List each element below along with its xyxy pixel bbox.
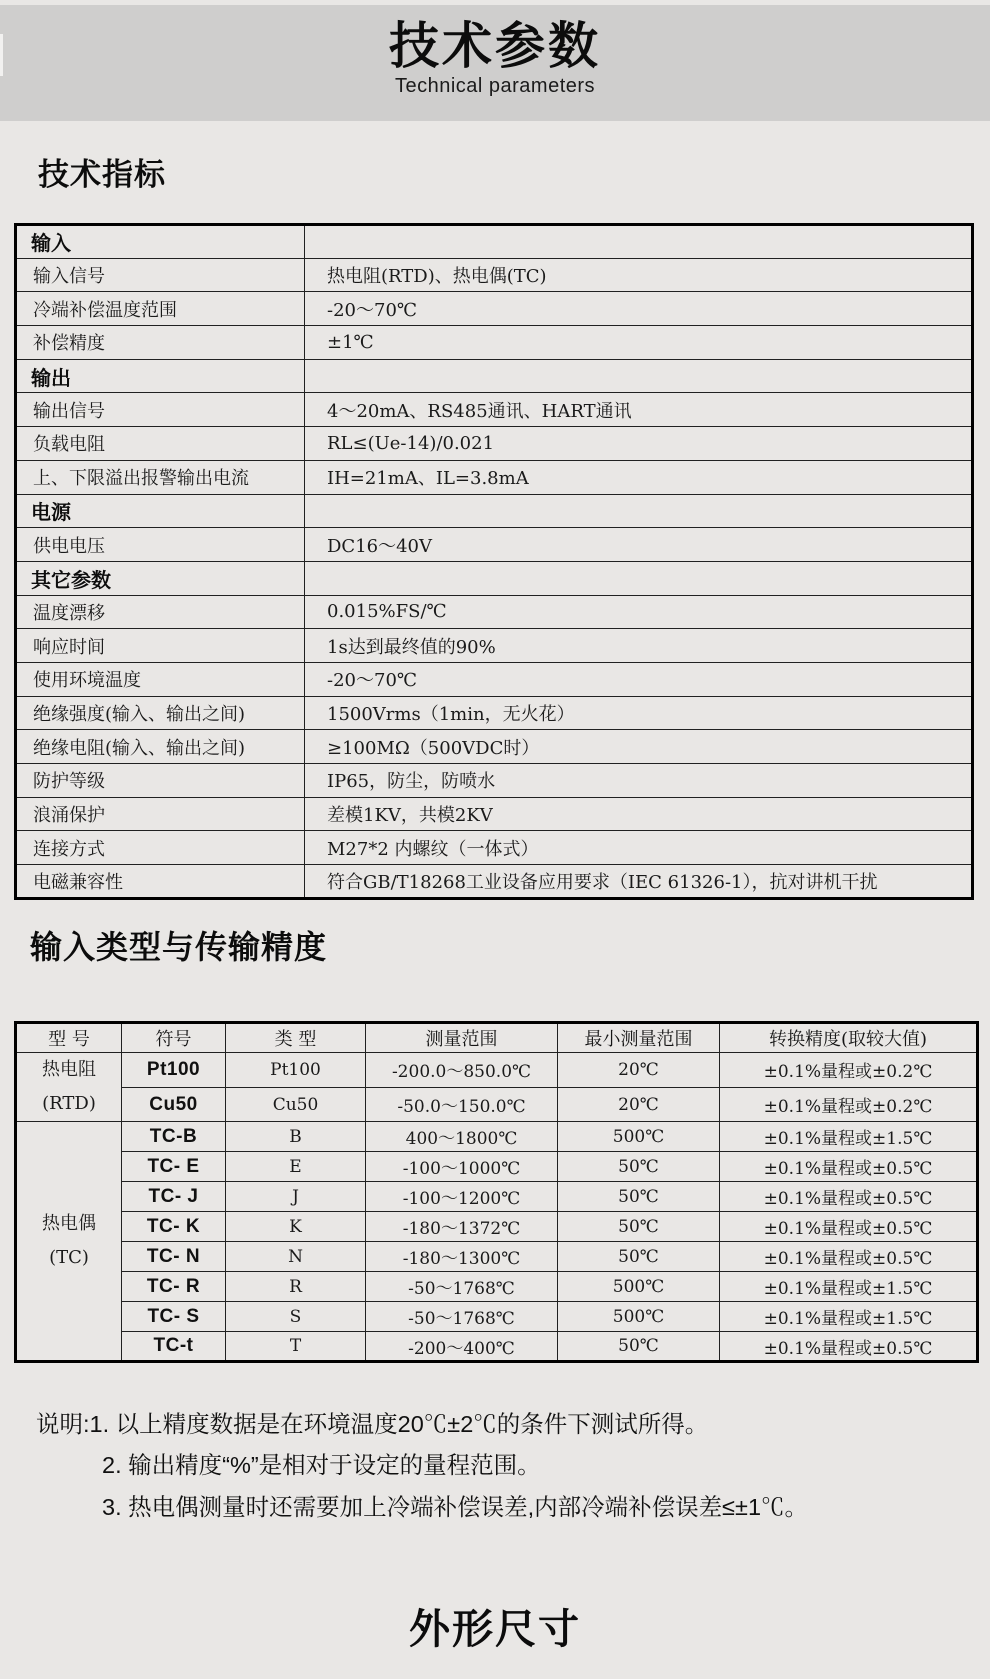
spec-label-cell: 输入信号 xyxy=(16,258,305,292)
input-symbol-cell: Pt100 xyxy=(122,1053,226,1088)
spec-section-row xyxy=(16,561,973,595)
spec-value-cell: ≥100MΩ（500VDC时） xyxy=(305,730,973,764)
spec-value-cell: M27*2 内螺纹（一体式） xyxy=(305,831,973,865)
spec-label-cell: 输出 xyxy=(16,359,305,393)
spec-data-row xyxy=(16,764,973,798)
input-accuracy-cell: ±0.1%量程或±0.2℃ xyxy=(720,1087,978,1122)
spec-data-row xyxy=(16,797,973,831)
input-type-cell: Pt100 xyxy=(226,1053,366,1088)
spec-value-cell: 热电阻(RTD)、热电偶(TC) xyxy=(305,258,973,292)
input-min-range-cell: 20℃ xyxy=(558,1087,720,1122)
spec-label-cell: 使用环境温度 xyxy=(16,662,305,696)
input-table-header-cell: 类 型 xyxy=(226,1023,366,1053)
spec-label-cell: 电磁兼容性 xyxy=(16,865,305,899)
input-min-range-cell: 50℃ xyxy=(558,1332,720,1362)
spec-value-cell: 4～20mA、RS485通讯、HART通讯 xyxy=(305,393,973,427)
spec-label-cell: 输出信号 xyxy=(16,393,305,427)
note-line-3: 3. 热电偶测量时还需要加上冷端补偿误差,内部冷端补偿误差≤±1℃。 xyxy=(102,1493,809,1520)
model-group-cell xyxy=(16,1122,122,1362)
dimensions-section-heading: 外形尺寸 xyxy=(409,1606,581,1652)
input-accuracy-cell: ±0.1%量程或±0.2℃ xyxy=(720,1053,978,1088)
spec-label-cell: 其它参数 xyxy=(16,561,305,595)
input-range-cell: -180～1300℃ xyxy=(366,1242,558,1272)
input-table-header-cell: 最小测量范围 xyxy=(558,1023,720,1053)
spec-value-cell: -20～70℃ xyxy=(305,292,973,326)
spec-label-cell: 输入 xyxy=(16,225,305,259)
input-min-range-cell: 500℃ xyxy=(558,1302,720,1332)
input-type-section-heading: 输入类型与传输精度 xyxy=(30,929,328,965)
page-banner xyxy=(0,5,990,121)
spec-value-cell: -20～70℃ xyxy=(305,662,973,696)
input-table-row xyxy=(16,1212,978,1242)
input-symbol-cell: TC- K xyxy=(122,1212,226,1242)
input-table-row xyxy=(16,1087,978,1122)
page-title: 技术参数 xyxy=(389,18,601,74)
spec-label-cell: 绝缘电阻(输入、输出之间) xyxy=(16,730,305,764)
input-accuracy-cell: ±0.1%量程或±0.5℃ xyxy=(720,1332,978,1362)
input-type-cell: R xyxy=(226,1272,366,1302)
banner-edge-notch xyxy=(0,34,3,76)
spec-data-row xyxy=(16,326,973,360)
input-table-body xyxy=(16,1053,978,1362)
spec-value-cell: 符合GB/T18268工业设备应用要求（IEC 61326-1），抗对讲机干扰 xyxy=(305,865,973,899)
input-range-cell: -50.0～150.0℃ xyxy=(366,1087,558,1122)
spec-data-row xyxy=(16,595,973,629)
spec-label-cell: 防护等级 xyxy=(16,764,305,798)
spec-label-cell: 绝缘强度(输入、输出之间) xyxy=(16,696,305,730)
spec-data-row xyxy=(16,460,973,494)
input-symbol-cell: Cu50 xyxy=(122,1087,226,1122)
spec-section-row xyxy=(16,225,973,259)
input-min-range-cell: 20℃ xyxy=(558,1053,720,1088)
input-type-cell: K xyxy=(226,1212,366,1242)
spec-value-cell: 差模1KV，共模2KV xyxy=(305,797,973,831)
spec-label-cell: 电源 xyxy=(16,494,305,528)
input-type-cell: J xyxy=(226,1182,366,1212)
spec-label-cell: 冷端补偿温度范围 xyxy=(16,292,305,326)
spec-data-row xyxy=(16,730,973,764)
input-symbol-cell: TC-t xyxy=(122,1332,226,1362)
spec-section-heading: 技术指标 xyxy=(38,157,166,192)
input-min-range-cell: 50℃ xyxy=(558,1152,720,1182)
input-min-range-cell: 50℃ xyxy=(558,1212,720,1242)
input-type-cell: Cu50 xyxy=(226,1087,366,1122)
spec-label-cell: 上、下限溢出报警输出电流 xyxy=(16,460,305,494)
input-table-header-cell: 符号 xyxy=(122,1023,226,1053)
spec-data-row xyxy=(16,629,973,663)
input-table-header-row xyxy=(16,1023,978,1053)
input-range-cell: -180～1372℃ xyxy=(366,1212,558,1242)
spec-data-row xyxy=(16,393,973,427)
input-range-cell: -200.0～850.0℃ xyxy=(366,1053,558,1088)
spec-data-row xyxy=(16,528,973,562)
input-range-cell: 400～1800℃ xyxy=(366,1122,558,1152)
input-accuracy-cell: ±0.1%量程或±1.5℃ xyxy=(720,1272,978,1302)
input-symbol-cell: TC- S xyxy=(122,1302,226,1332)
input-table-row xyxy=(16,1332,978,1362)
spec-label-cell: 温度漂移 xyxy=(16,595,305,629)
spec-data-row xyxy=(16,696,973,730)
model-name: 热电偶 xyxy=(42,1213,96,1235)
note-line-2: 2. 输出精度“%”是相对于设定的量程范围。 xyxy=(102,1452,541,1479)
note-text-1: 1. 以上精度数据是在环境温度20℃±2℃的条件下测试所得。 xyxy=(89,1411,709,1437)
model-sub: (RTD) xyxy=(42,1093,96,1115)
input-symbol-cell: TC- N xyxy=(122,1242,226,1272)
spec-table xyxy=(14,223,974,900)
input-min-range-cell: 50℃ xyxy=(558,1182,720,1212)
input-range-cell: -200～400℃ xyxy=(366,1332,558,1362)
spec-value-cell: ±1℃ xyxy=(305,326,973,360)
input-min-range-cell: 500℃ xyxy=(558,1272,720,1302)
spec-value-cell: DC16～40V xyxy=(305,528,973,562)
spec-data-row xyxy=(16,258,973,292)
input-min-range-cell: 50℃ xyxy=(558,1242,720,1272)
input-table-row xyxy=(16,1122,978,1152)
input-table-row xyxy=(16,1272,978,1302)
input-accuracy-cell: ±0.1%量程或±0.5℃ xyxy=(720,1212,978,1242)
input-table-row xyxy=(16,1053,978,1088)
input-symbol-cell: TC- R xyxy=(122,1272,226,1302)
spec-data-row xyxy=(16,865,973,899)
input-range-cell: -100～1000℃ xyxy=(366,1152,558,1182)
spec-value-cell: IP65，防尘，防喷水 xyxy=(305,764,973,798)
input-min-range-cell: 500℃ xyxy=(558,1122,720,1152)
model-group-cell xyxy=(16,1053,122,1122)
input-symbol-cell: TC- E xyxy=(122,1152,226,1182)
spec-value-cell: 1s达到最终值的90% xyxy=(305,629,973,663)
input-table-row xyxy=(16,1242,978,1272)
spec-data-row xyxy=(16,831,973,865)
input-accuracy-cell: ±0.1%量程或±1.5℃ xyxy=(720,1122,978,1152)
spec-label-cell: 连接方式 xyxy=(16,831,305,865)
input-type-cell: S xyxy=(226,1302,366,1332)
spec-data-row xyxy=(16,292,973,326)
spec-value-cell: IH=21mA、IL=3.8mA xyxy=(305,460,973,494)
notes-prefix: 说明: xyxy=(36,1411,90,1437)
input-accuracy-cell: ±0.1%量程或±1.5℃ xyxy=(720,1302,978,1332)
spec-value-cell xyxy=(305,561,973,595)
input-type-cell: T xyxy=(226,1332,366,1362)
notes-block xyxy=(36,1412,808,1536)
spec-label-cell: 浪涌保护 xyxy=(16,797,305,831)
input-table-row xyxy=(16,1302,978,1332)
input-table-header-cell: 转换精度(取较大值) xyxy=(720,1023,978,1053)
spec-value-cell xyxy=(305,359,973,393)
spec-value-cell xyxy=(305,225,973,259)
input-type-cell: N xyxy=(226,1242,366,1272)
input-range-cell: -50～1768℃ xyxy=(366,1272,558,1302)
page-subtitle: Technical parameters xyxy=(394,75,596,97)
input-range-cell: -100～1200℃ xyxy=(366,1182,558,1212)
model-sub: (TC) xyxy=(49,1247,89,1269)
input-table-header-cell: 测量范围 xyxy=(366,1023,558,1053)
note-line-1 xyxy=(36,1412,808,1437)
input-type-table xyxy=(14,1021,979,1363)
spec-section-row xyxy=(16,494,973,528)
input-accuracy-cell: ±0.1%量程或±0.5℃ xyxy=(720,1242,978,1272)
spec-table-body xyxy=(16,225,973,899)
spec-label-cell: 负载电阻 xyxy=(16,427,305,461)
input-table-row xyxy=(16,1152,978,1182)
input-table-header-cell: 型 号 xyxy=(16,1023,122,1053)
spec-value-cell: 0.015%FS/℃ xyxy=(305,595,973,629)
input-type-cell: E xyxy=(226,1152,366,1182)
input-accuracy-cell: ±0.1%量程或±0.5℃ xyxy=(720,1182,978,1212)
spec-value-cell xyxy=(305,494,973,528)
spec-data-row xyxy=(16,662,973,696)
spec-label-cell: 响应时间 xyxy=(16,629,305,663)
spec-value-cell: 1500Vrms（1min，无火花） xyxy=(305,696,973,730)
model-name: 热电阻 xyxy=(42,1059,96,1080)
spec-label-cell: 补偿精度 xyxy=(16,326,305,360)
spec-section-row xyxy=(16,359,973,393)
spec-value-cell: RL≤(Ue-14)/0.021 xyxy=(305,427,973,461)
input-table-row xyxy=(16,1182,978,1212)
spec-data-row xyxy=(16,427,973,461)
input-range-cell: -50～1768℃ xyxy=(366,1302,558,1332)
input-symbol-cell: TC- J xyxy=(122,1182,226,1212)
input-symbol-cell: TC-B xyxy=(122,1122,226,1152)
input-type-cell: B xyxy=(226,1122,366,1152)
spec-label-cell: 供电电压 xyxy=(16,528,305,562)
input-accuracy-cell: ±0.1%量程或±0.5℃ xyxy=(720,1152,978,1182)
